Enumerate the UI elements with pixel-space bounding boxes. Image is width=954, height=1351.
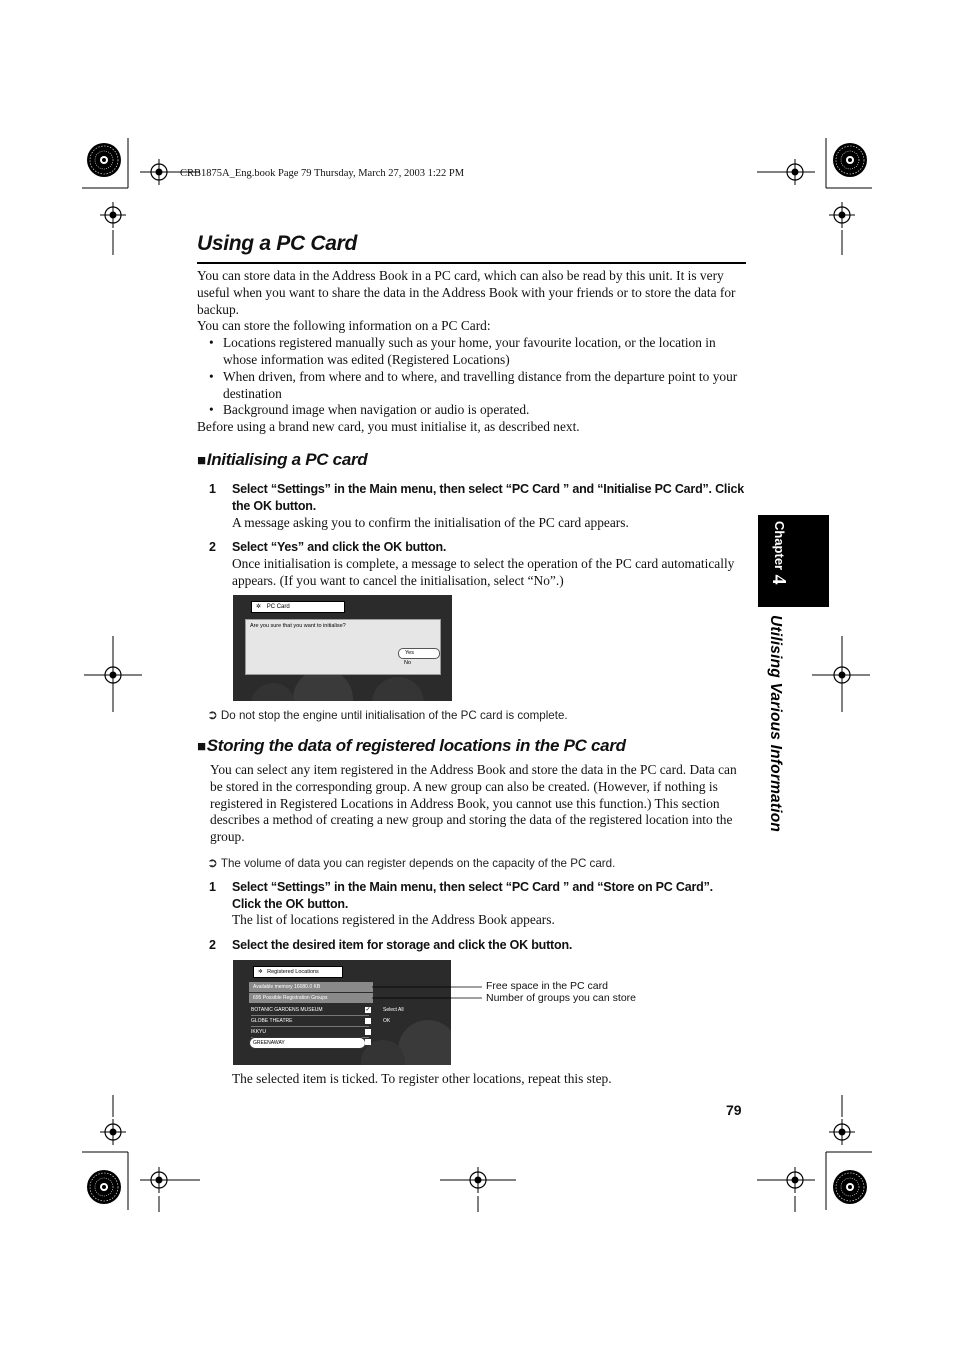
step-number: 2 [209, 938, 216, 952]
note-arrow-icon: ➲ [207, 855, 218, 870]
page-title: Using a PC Card [197, 232, 358, 255]
list-item: • When driven, from where and to where, and travelling distance from the departure point to your destination [209, 368, 738, 401]
yes-button[interactable]: Yes [398, 648, 440, 659]
page-number: 79 [726, 1102, 742, 1118]
intro-paragraph: You can store data in the Address Book in a PC card, which can also be read by this unit. It is very useful when you want to share the data in the Address Book with your friends or to store the data for backup. [197, 268, 736, 317]
step-number: 1 [209, 880, 216, 894]
chapter-number: 4 [768, 574, 790, 585]
init-note: ➲ Do not stop the engine until initialisation of the PC card is complete. [207, 707, 568, 722]
heading-square-marker: ■ [197, 738, 206, 755]
location-row-selected[interactable]: GREENAWAY [249, 1037, 366, 1049]
list-item: • Background image when navigation or audio is operated. [209, 402, 530, 418]
note-arrow-icon: ➲ [207, 707, 218, 722]
settings-icon: ✲ [256, 604, 262, 610]
ok-button[interactable]: OK [383, 1018, 391, 1024]
storing-note: ➲ The volume of data you can register depends on the capacity of the PC card. [207, 855, 616, 870]
step-instruction: Select “Yes” and click the OK button. [232, 540, 447, 554]
location-row[interactable]: GLOBE THEATRE [251, 1017, 369, 1027]
no-button[interactable]: No [404, 660, 412, 666]
chapter-label: Chapter [772, 521, 787, 571]
checkbox-checked[interactable]: ✓ [365, 1007, 371, 1013]
dialog-message: Are you sure that you want to initialise? [250, 623, 346, 629]
callout-groups: Number of groups you can store [486, 992, 636, 1004]
step-instruction: Select the desired item for storage and click the OK button. [232, 938, 573, 952]
location-row[interactable]: BOTANIC GARDENS MUSEUM ✓ [251, 1006, 369, 1016]
step-instruction: Select “Settings” in the Main menu, then select “PC Card ” and “Store on PC Card”. Click the OK button. [232, 880, 713, 911]
init-step-1-desc: A message asking you to confirm the initialisation of the PC card appears. [232, 515, 629, 530]
heading-square-marker: ■ [197, 452, 206, 469]
settings-icon: ✲ [258, 969, 263, 975]
section-heading-storing: ■Storing the data of registered locations in the PC card [197, 736, 626, 755]
chapter-tab-label [754, 521, 794, 606]
location-row[interactable]: IKKYU [251, 1028, 369, 1038]
section-heading-initialise: ■Initialising a PC card [197, 450, 368, 469]
list-item: • Locations registered manually such as your home, your favourite location, or the location in whose information was edited (Registered Locations) [209, 335, 716, 367]
memory-readout: Available memory 16080.0 KB [249, 982, 373, 992]
storing-closing: The selected item is ticked. To register other locations, repeat this step. [232, 1071, 612, 1086]
intro-closing: Before using a brand new card, you must initialise it, as described next. [197, 419, 580, 435]
intro-list-lead: You can store the following information on a PC Card: [197, 318, 491, 334]
screen-title: PC Card [266, 604, 290, 610]
file-info-header: CRB1875A_Eng.book Page 79 Thursday, March 27, 2003 1:22 PM [180, 168, 465, 179]
select-all-button[interactable]: Select All [383, 1007, 404, 1013]
store-step-1-desc: The list of locations registered in the Address Book appears. [232, 912, 555, 927]
step-number: 2 [209, 540, 216, 554]
screen-title: Registered Locations [267, 969, 319, 975]
callout-free-space: Free space in the PC card [486, 980, 608, 992]
step-instruction: Select “Settings” in the Main menu, then select “PC Card ” and “Initialise PC Card”. Click the OK button. [232, 482, 744, 513]
step-number: 1 [209, 482, 216, 496]
groups-readout: 695 Possible Registration Groups [249, 993, 373, 1003]
init-step-2-desc: Once initialisation is complete, a message to select the operation of the PC card automatically appears. (If you want to cancel the initialisation, select “No”.) [232, 556, 735, 588]
chapter-side-title: Utilising Various Information [767, 615, 784, 833]
storing-description: You can select any item registered in the Address Book and store the data in the PC card. Data can be stored in the corresponding group. A new group can also be created. (However, if nothing is registered in Registered Locations in Address Book, you cannot use this function.) This section describes a method of creating a new group and storing the data of the registered location into the group. [210, 762, 737, 845]
